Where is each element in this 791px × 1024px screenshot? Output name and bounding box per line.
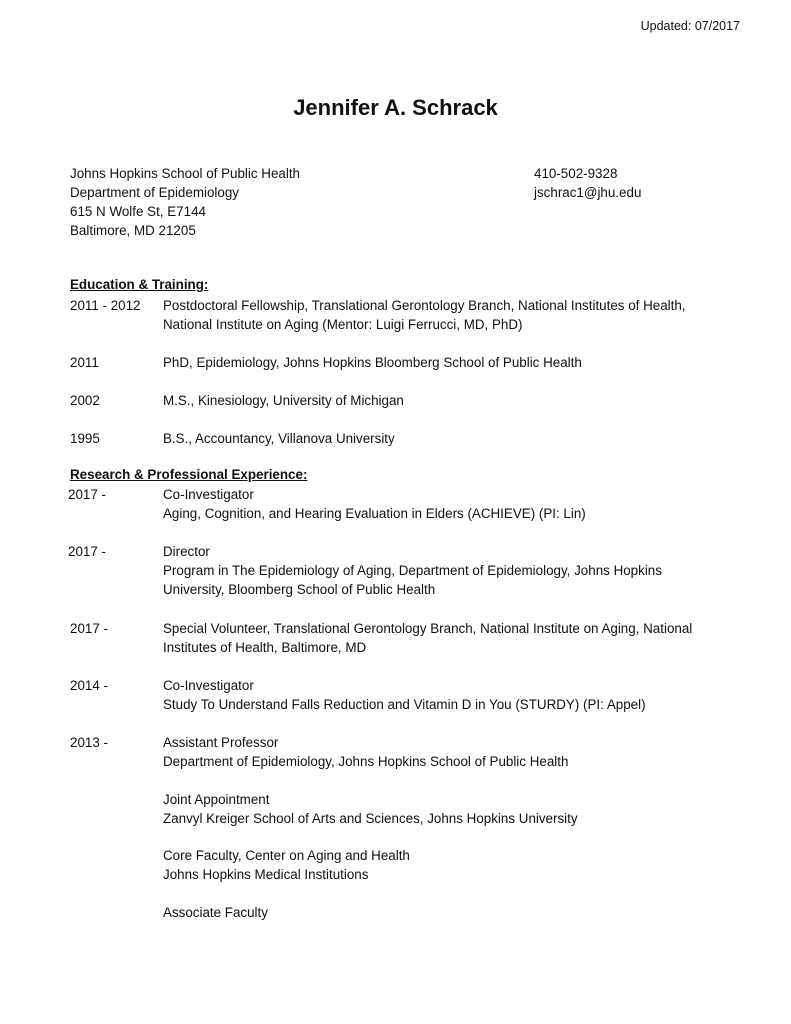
entry-year: 2011 - 2012 xyxy=(70,298,141,313)
entry-line: Co-Investigator xyxy=(163,678,254,693)
address-line: Department of Epidemiology xyxy=(70,185,239,200)
address-line: Baltimore, MD 21205 xyxy=(70,223,196,238)
entry-description xyxy=(163,296,743,334)
entry-line: University, Bloomberg School of Public Health xyxy=(163,582,436,597)
updated-date: Updated: 07/2017 xyxy=(640,19,740,33)
entry-line: M.S., Kinesiology, University of Michigan xyxy=(163,393,404,408)
entry-line: Institutes of Health, Baltimore, MD xyxy=(163,640,367,655)
entry-description xyxy=(163,391,743,410)
entry-year: 2017 - xyxy=(70,621,108,636)
entry-line: Special Volunteer, Translational Gerontology Branch, National Institute on Aging, National xyxy=(163,621,693,636)
entry-description xyxy=(163,790,743,828)
cv-name-title: Jennifer A. Schrack xyxy=(293,95,498,120)
address-block xyxy=(70,164,300,240)
entry-description xyxy=(163,542,743,599)
entry-description xyxy=(163,353,743,372)
entry-description xyxy=(163,733,743,771)
entry-line: PhD, Epidemiology, Johns Hopkins Bloomberg School of Public Health xyxy=(163,355,582,370)
address-line: Johns Hopkins School of Public Health xyxy=(70,166,301,181)
entry-description xyxy=(163,846,743,884)
entry-year: 1995 xyxy=(70,431,100,446)
entry-line: Director xyxy=(163,544,210,559)
entry-line: Assistant Professor xyxy=(163,735,279,750)
entry-line: Core Faculty, Center on Aging and Health xyxy=(163,848,410,863)
experience-heading: Research & Professional Experience: xyxy=(70,467,308,482)
email-address: jschrac1@jhu.edu xyxy=(534,185,642,200)
entry-line: Department of Epidemiology, Johns Hopkins School of Public Health xyxy=(163,754,569,769)
entry-line: Co-Investigator xyxy=(163,487,254,502)
entry-description xyxy=(163,485,743,523)
entry-year: 2017 - xyxy=(68,487,106,502)
entry-year: 2013 - xyxy=(70,735,108,750)
entry-description xyxy=(163,429,743,448)
education-heading: Education & Training: xyxy=(70,277,209,292)
entry-line: Zanvyl Kreiger School of Arts and Sciences, Johns Hopkins University xyxy=(163,811,578,826)
entry-line: Johns Hopkins Medical Institutions xyxy=(163,867,369,882)
entry-year: 2002 xyxy=(70,393,100,408)
entry-line: Postdoctoral Fellowship, Translational Gerontology Branch, National Institutes of Health, xyxy=(163,298,686,313)
entry-description xyxy=(163,903,743,922)
entry-year: 2014 - xyxy=(70,678,108,693)
address-line: 615 N Wolfe St, E7144 xyxy=(70,204,206,219)
entry-line: Program in The Epidemiology of Aging, Department of Epidemiology, Johns Hopkins xyxy=(163,563,662,578)
entry-line: Aging, Cognition, and Hearing Evaluation in Elders (ACHIEVE) (PI: Lin) xyxy=(163,506,586,521)
entry-description xyxy=(163,676,743,714)
entry-line: National Institute on Aging (Mentor: Luigi Ferrucci, MD, PhD) xyxy=(163,317,523,332)
phone-number: 410-502-9328 xyxy=(534,166,618,181)
contact-info-block xyxy=(534,164,641,202)
entry-line: Joint Appointment xyxy=(163,792,270,807)
entry-description xyxy=(163,619,743,657)
entry-line: Associate Faculty xyxy=(163,905,268,920)
entry-year: 2017 - xyxy=(68,544,106,559)
entry-year: 2011 xyxy=(70,355,99,370)
entry-line: B.S., Accountancy, Villanova University xyxy=(163,431,395,446)
entry-line: Study To Understand Falls Reduction and Vitamin D in You (STURDY) (PI: Appel) xyxy=(163,697,646,712)
